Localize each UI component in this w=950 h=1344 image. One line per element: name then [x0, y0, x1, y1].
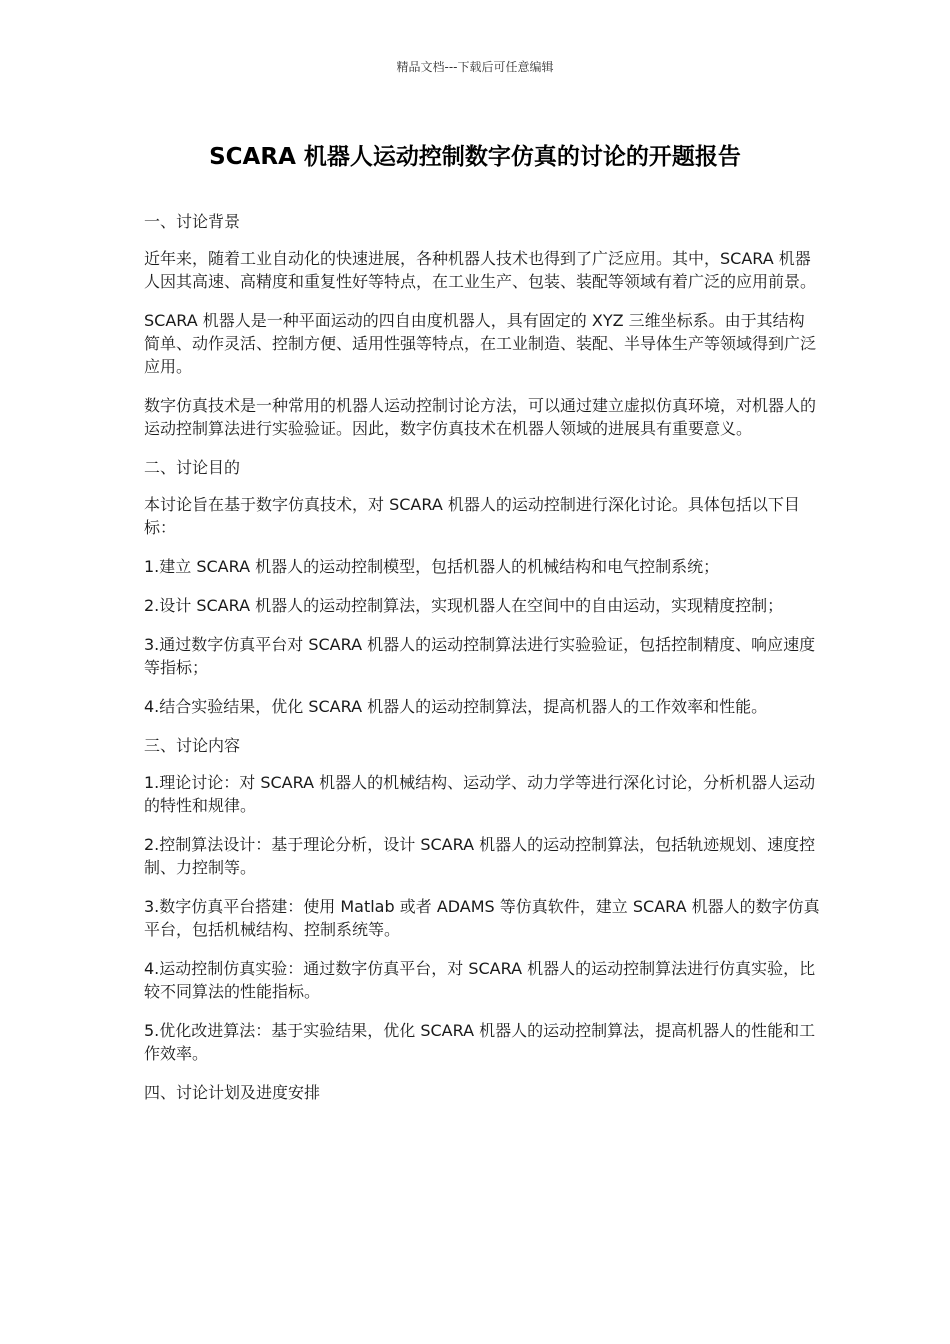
list-item-purpose-3: 3.通过数字仿真平台对 SCARA 机器人的运动控制算法进行实验验证，包括控制精度、响应速度等指标；	[144, 635, 816, 677]
section-heading-background: 一、讨论背景	[144, 212, 241, 231]
section-heading-plan: 四、讨论计划及进度安排	[144, 1083, 321, 1102]
list-item-content-1: 1.理论讨论：对 SCARA 机器人的机械结构、运动学、动力学等进行深化讨论，分析机器人运动的特性和规律。	[144, 773, 816, 815]
list-item-content-5: 5.优化改进算法：基于实验结果，优化 SCARA 机器人的运动控制算法，提高机器人的性能和工作效率。	[144, 1021, 816, 1063]
list-item-purpose-4: 4.结合实验结果，优化 SCARA 机器人的运动控制算法，提高机器人的工作效率和性能。	[144, 697, 768, 716]
paragraph-background-1: 近年来，随着工业自动化的快速进展，各种机器人技术也得到了广泛应用。其中，SCARA 机器人因其高速、高精度和重复性好等特点，在工业生产、包装、装配等领域有着广泛的应用前景。	[144, 249, 817, 291]
paragraph-purpose-intro: 本讨论旨在基于数字仿真技术，对 SCARA 机器人的运动控制进行深化讨论。具体包括以下目标：	[144, 495, 800, 537]
list-item-content-2: 2.控制算法设计：基于理论分析，设计 SCARA 机器人的运动控制算法，包括轨迹规划、速度控制、力控制等。	[144, 835, 816, 877]
document-body	[144, 210, 820, 1118]
paragraph-background-2: SCARA 机器人是一种平面运动的四自由度机器人，具有固定的 XYZ 三维坐标系。由于其结构简单、动作灵活、控制方便、适用性强等特点，在工业制造、装配、半导体生产等领域得到广泛应用。	[144, 311, 817, 376]
paragraph-background-3: 数字仿真技术是一种常用的机器人运动控制讨论方法，可以通过建立虚拟仿真环境，对机器人的运动控制算法进行实验验证。因此，数字仿真技术在机器人领域的进展具有重要意义。	[144, 396, 817, 438]
list-item-content-4: 4.运动控制仿真实验：通过数字仿真平台，对 SCARA 机器人的运动控制算法进行仿真实验，比较不同算法的性能指标。	[144, 959, 816, 1001]
section-heading-purpose: 二、讨论目的	[144, 458, 241, 477]
document-title: SCARA 机器人运动控制数字仿真的讨论的开题报告	[209, 144, 741, 170]
list-item-content-3: 3.数字仿真平台搭建：使用 Matlab 或者 ADAMS 等仿真软件，建立 SCARA 机器人的数字仿真平台，包括机械结构、控制系统等。	[144, 897, 820, 939]
header-note: 精品文档---下载后可任意编辑	[396, 60, 554, 74]
list-item-purpose-2: 2.设计 SCARA 机器人的运动控制算法，实现机器人在空间中的自由运动，实现精度控制；	[144, 596, 784, 615]
section-heading-content: 三、讨论内容	[144, 736, 241, 755]
list-item-purpose-1: 1.建立 SCARA 机器人的运动控制模型，包括机器人的机械结构和电气控制系统；	[144, 557, 720, 576]
